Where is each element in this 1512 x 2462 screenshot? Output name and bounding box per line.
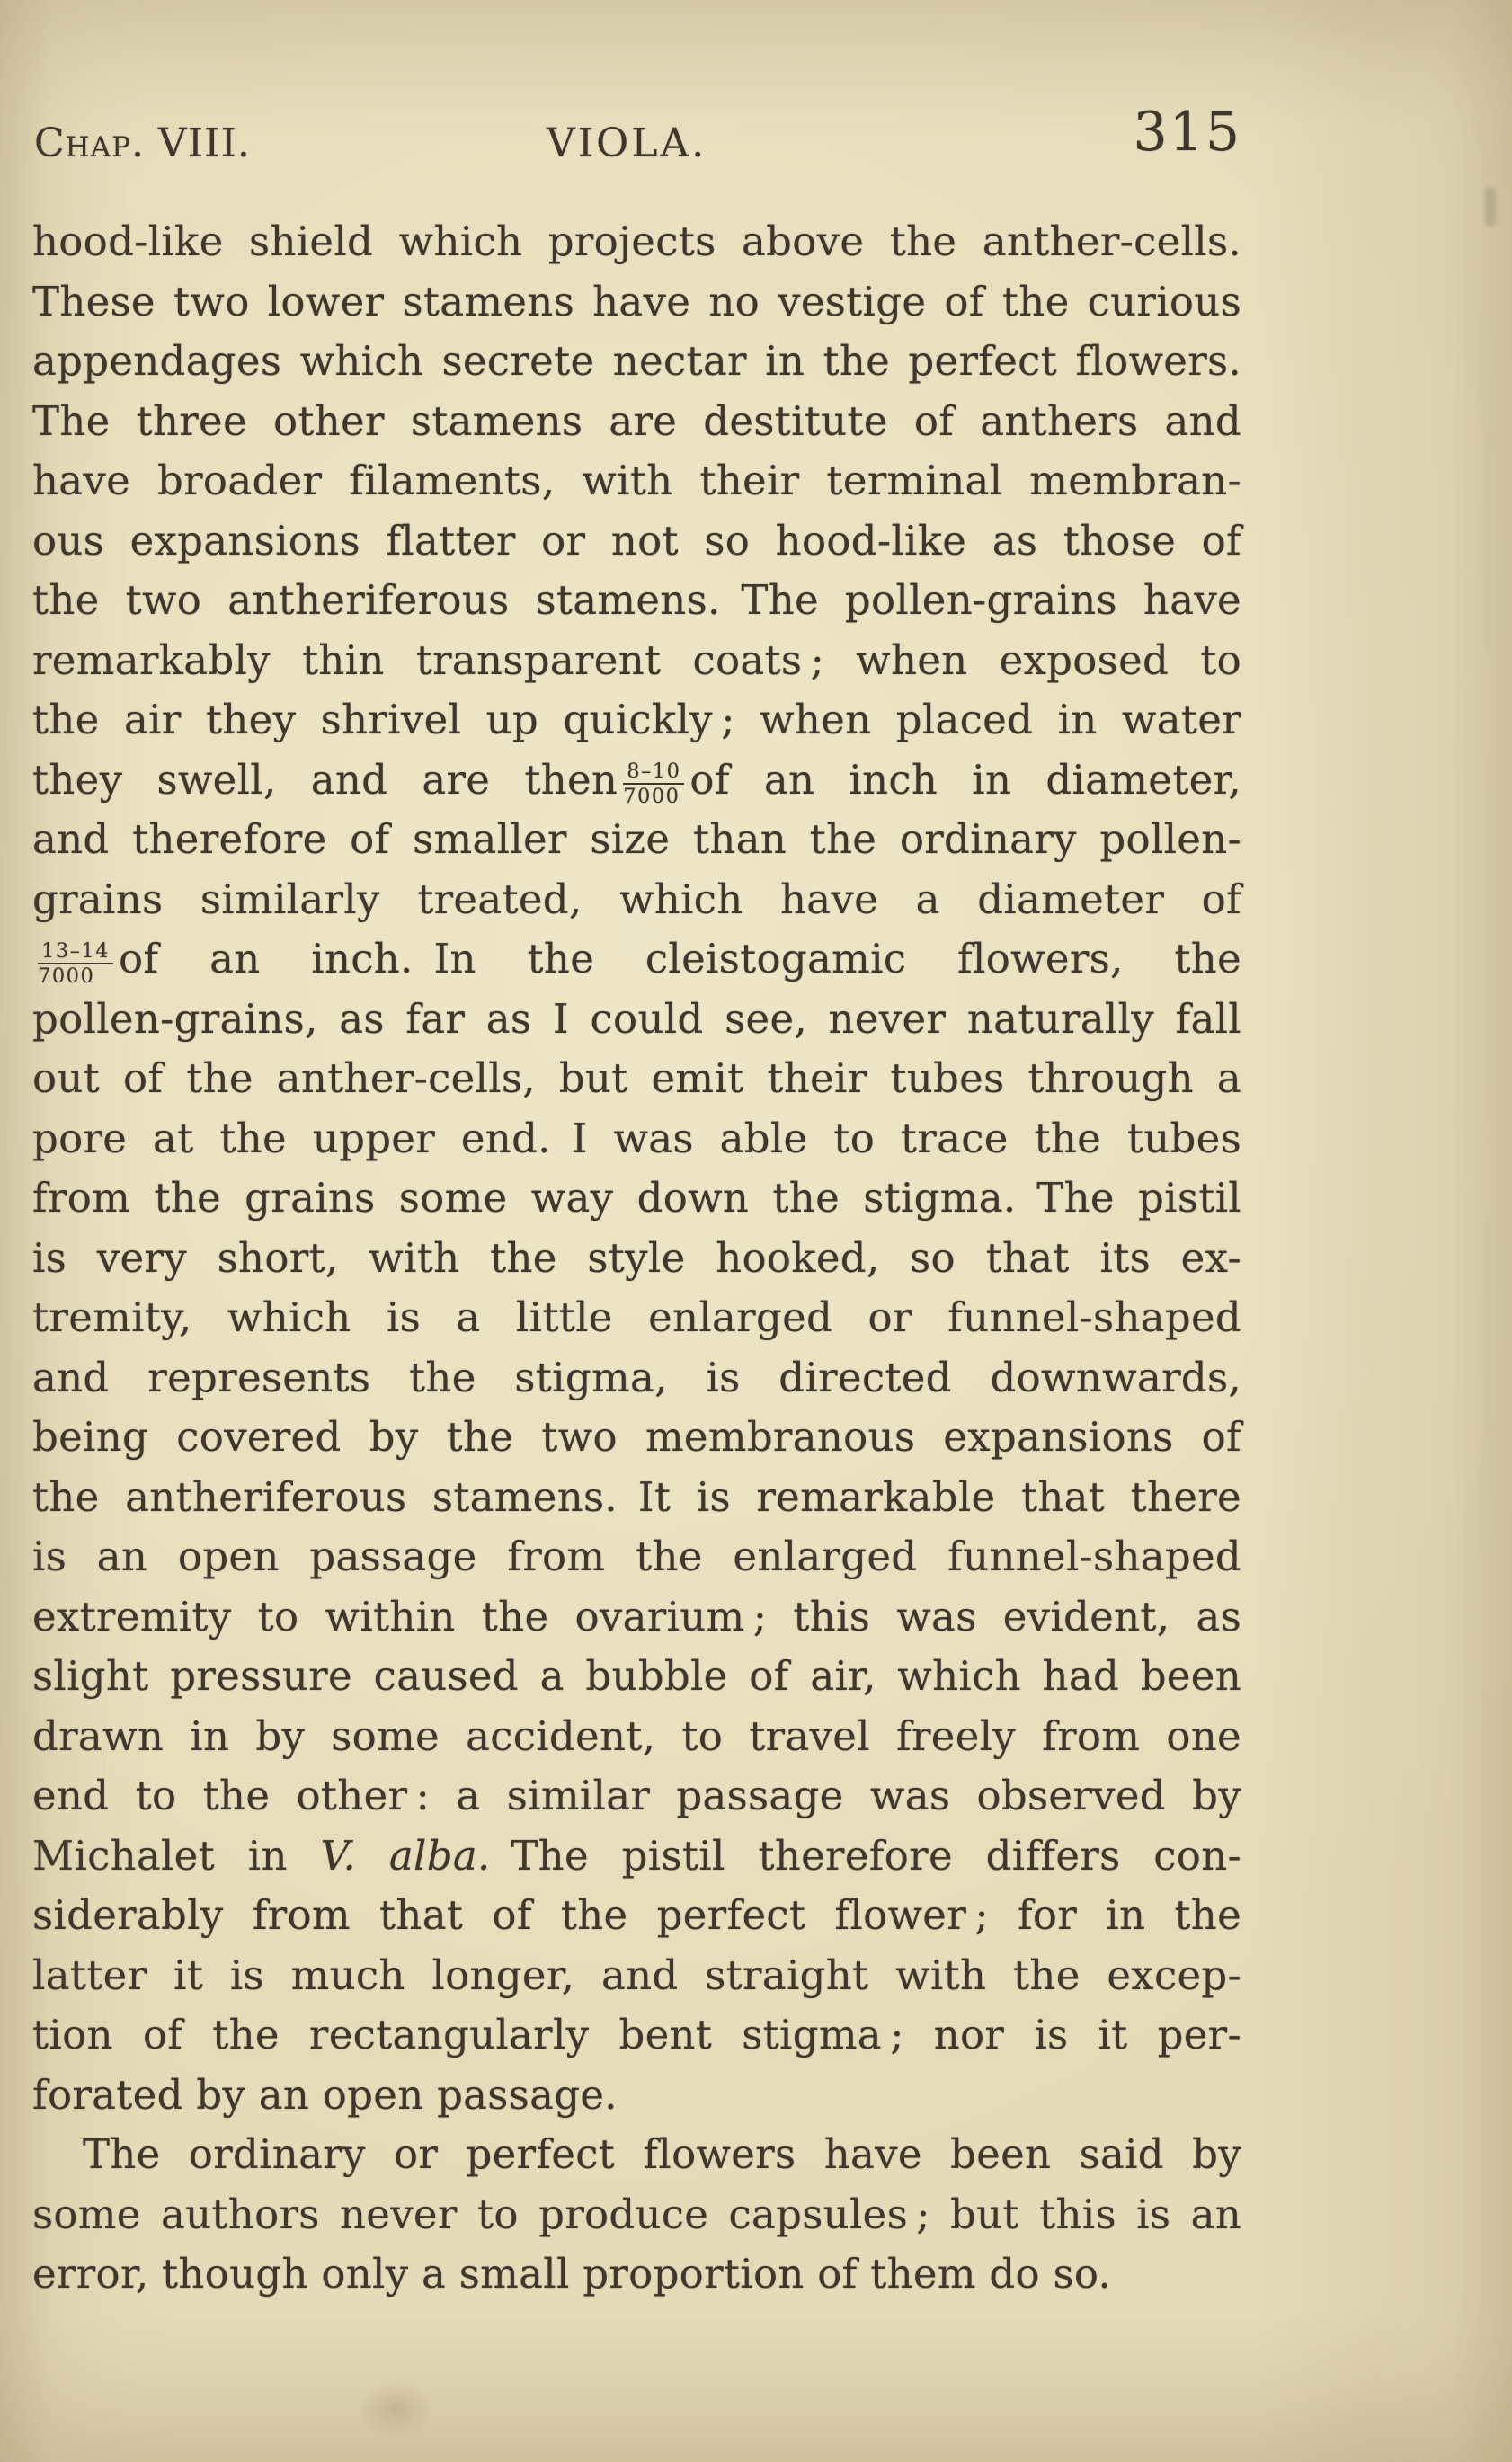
fraction-numerator: 8–10	[623, 760, 684, 785]
page-curve-shading	[1254, 0, 1512, 2462]
text-block	[32, 212, 1241, 2305]
text-line: extremity to within the ovarium ; this was evident, as	[32, 1592, 1241, 1640]
fraction	[38, 940, 113, 988]
text-line: being covered by the two membranous expansions of	[32, 1413, 1241, 1461]
text-line: siderably from that of the perfect flower ; for in the	[32, 1891, 1241, 1939]
text-line: appendages which secrete nectar in the perfect flowers.	[32, 337, 1241, 385]
scan-smudge	[1485, 187, 1496, 227]
text-line: hood-like shield which projects above the anther-cells.	[32, 218, 1241, 265]
text-line: tion of the rectangularly bent stigma ; nor is it per-	[32, 2011, 1241, 2058]
fraction-denominator: 7000	[38, 964, 95, 988]
text-line: the antheriferous stamens. It is remarkable that there	[32, 1472, 1241, 1521]
scan-smudge	[358, 2380, 435, 2438]
text-line: forated by an open passage.	[32, 2070, 618, 2119]
text-line: end to the other : a similar passage was observed by	[32, 1772, 1241, 1819]
text-line: latter it is much longer, and straight with the excep-	[32, 1951, 1241, 1999]
text-line: out of the anther-cells, but emit their tubes through a	[32, 1054, 1241, 1102]
chapter-label: Chap. VIII.	[34, 120, 251, 166]
running-title: VIOLA.	[547, 120, 707, 166]
text-line: $\frac{13-14}{7000}$ of an inch. In the cleistogamic flowers, the	[38, 935, 1241, 988]
text-line: is an open passage from the enlarged funnel-shaped	[32, 1533, 1241, 1580]
text-line: remarkably thin transparent coats ; when exposed to	[32, 635, 1241, 684]
text-line: drawn in by some accident, to travel freely from one	[32, 1711, 1241, 1760]
text-line: slight pressure caused a bubble of air, which had been	[32, 1652, 1241, 1700]
fraction	[623, 760, 684, 808]
text-line: they swell, and are then $\frac{8-10}{7000}$ of an inch in diameter,	[32, 755, 1241, 809]
text-line: from the grains some way down the stigma. The pistil	[32, 1174, 1241, 1222]
text-line: the two antheriferous stamens. The pollen-grains have	[32, 576, 1241, 624]
fraction-denominator: 7000	[623, 785, 680, 809]
page-number: 315	[1133, 101, 1241, 164]
text-line: and represents the stigma, is directed downwards,	[32, 1353, 1241, 1401]
text-line: the air they shrivel up quickly ; when placed in water	[32, 696, 1241, 743]
text-line: The ordinary or perfect flowers have been said by	[83, 2130, 1241, 2178]
text-line: These two lower stamens have no vestige of the curious	[32, 277, 1241, 325]
text-line: error, though only a small proportion of them do so.	[32, 2250, 1112, 2298]
fraction-numerator: 13–14	[38, 940, 113, 964]
text-line: have broader filaments, with their terminal membran-	[32, 457, 1241, 504]
italic-species-name: V. alba.	[287, 1831, 491, 1880]
text-line: pore at the upper end. I was able to trace the tubes	[32, 1114, 1241, 1162]
running-header	[32, 101, 1241, 173]
text-line: The three other stamens are destitute of anthers and	[32, 396, 1241, 445]
text-line: tremity, which is a little enlarged or funnel-shaped	[32, 1293, 1241, 1341]
text-line: ous expansions flatter or not so hood-like as those of	[32, 516, 1241, 564]
text-line: is very short, with the style hooked, so that its ex-	[32, 1233, 1241, 1282]
text-line: Michalet in V. alba. The pistil therefore differs con-	[32, 1831, 1241, 1880]
text-line: some authors never to produce capsules ; but this is an	[32, 2190, 1241, 2238]
text-line: grains similarly treated, which have a diameter of	[32, 875, 1241, 923]
text-line: and therefore of smaller size than the ordinary pollen-	[32, 815, 1241, 863]
text-line: pollen-grains, as far as I could see, never naturally fall	[32, 994, 1241, 1043]
